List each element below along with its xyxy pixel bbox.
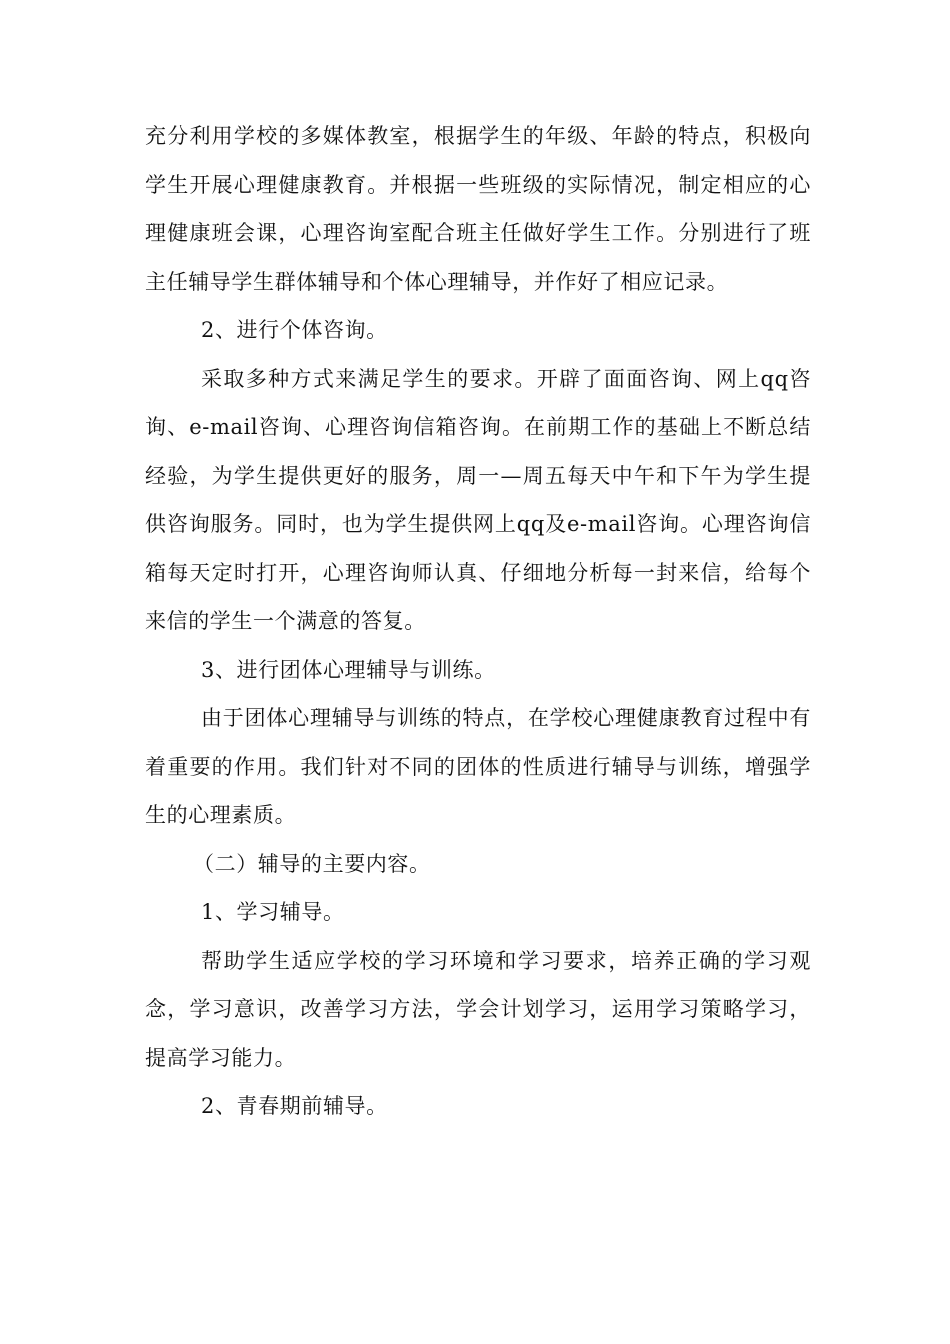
paragraph-counseling-methods: 采取多种方式来满足学生的要求。开辟了面面咨询、网上qq咨询、e-mail咨询、心理咨询信箱咨询。在前期工作的基础上不断总结经验，为学生提供更好的服务，周一—周五每天中午和下午为学生提供咨询服务。同时，也为学生提供网上qq及e-mail咨询。心理咨询信箱每天定时打开，心理咨询师认真、仔细地分析每一封来信，给每个来信的学生一个满意的答复。 [145,366,811,633]
paragraph-group-guidance: 由于团体心理辅导与训练的特点，在学校心理健康教育过程中有着重要的作用。我们针对不同的团体的性质进行辅导与训练，增强学生的心理素质。 [145,706,811,827]
heading-puberty-guidance: 2、青春期前辅导。 [201,1094,388,1118]
paragraph-learning-guidance: 帮助学生适应学校的学习环境和学习要求，培养正确的学习观念，学习意识，改善学习方法，学会计划学习，运用学习策略学习，提高学习能力。 [145,948,811,1070]
heading-individual-counseling: 2、进行个体咨询。 [201,318,388,342]
heading-learning-guidance: 1、学习辅导。 [201,900,345,924]
document-body [145,112,811,1131]
heading-group-guidance: 3、进行团体心理辅导与训练。 [201,657,496,682]
section-heading-main-content: （二）辅导的主要内容。 [193,851,431,876]
paragraph-continuation: 充分利用学校的多媒体教室，根据学生的年级、年龄的特点，积极向学生开展心理健康教育。并根据一些班级的实际情况，制定相应的心理健康班会课，心理咨询室配合班主任做好学生工作。分别进行了班主任辅导学生群体辅导和个体心理辅导，并作好了相应记录。 [145,124,811,294]
